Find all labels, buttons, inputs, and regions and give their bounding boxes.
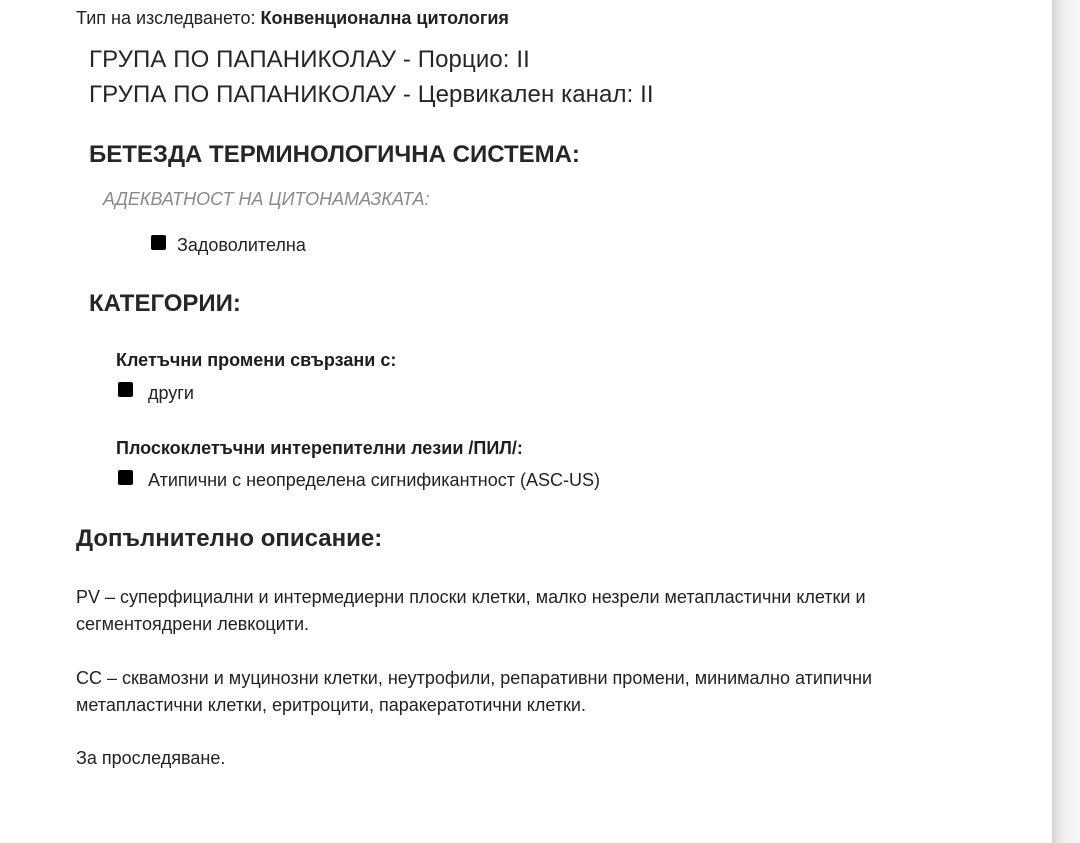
cell-changes-heading: Клетъчни промени свързани с:	[116, 350, 397, 370]
sil-heading: Плоскоклетъчни интерепителни лезии /ПИЛ/:	[116, 438, 523, 458]
followup-note: За проследяване.	[76, 748, 226, 768]
pap-group-porcio: ГРУПА ПО ПАПАНИКОЛАУ - Порцио: II	[89, 46, 530, 73]
categories-heading: КАТЕГОРИИ:	[89, 290, 241, 317]
bethesda-heading: БЕТЕЗДА ТЕРМИНОЛОГИЧНА СИСТЕМА:	[89, 141, 580, 168]
study-type-value: Конвенционална цитология	[260, 8, 509, 28]
sil-value: Атипични с неопределена сигнификантност (ASC-US)	[148, 470, 600, 490]
cc-description: CC – сквамозни и муцинозни клетки, неутрофили, репаративни промени, минимално атипични метапластични клетки, еритроцити, паракератотични клетки.	[76, 668, 873, 715]
adequacy-value: Задоволителна	[177, 235, 306, 255]
study-type-label: Тип на изследването:	[76, 8, 256, 28]
bullet-square-icon	[118, 382, 133, 397]
bullet-square-icon	[118, 470, 133, 485]
study-type-line	[76, 8, 509, 29]
page-edge-shadow	[1052, 0, 1080, 843]
additional-description-heading: Допълнително описание:	[76, 525, 383, 552]
bullet-square-icon	[151, 235, 166, 250]
adequacy-label: АДЕКВАТНОСТ НА ЦИТОНАМАЗКАТА:	[103, 189, 430, 209]
pap-group-cervical-canal: ГРУПА ПО ПАПАНИКОЛАУ - Цервикален канал: II	[89, 81, 654, 108]
pv-description: PV – суперфициални и интермедиерни плоски клетки, малко незрели метапластични клетки и сегментоядрени левкоцити.	[76, 587, 866, 634]
cell-changes-value: други	[148, 383, 194, 403]
